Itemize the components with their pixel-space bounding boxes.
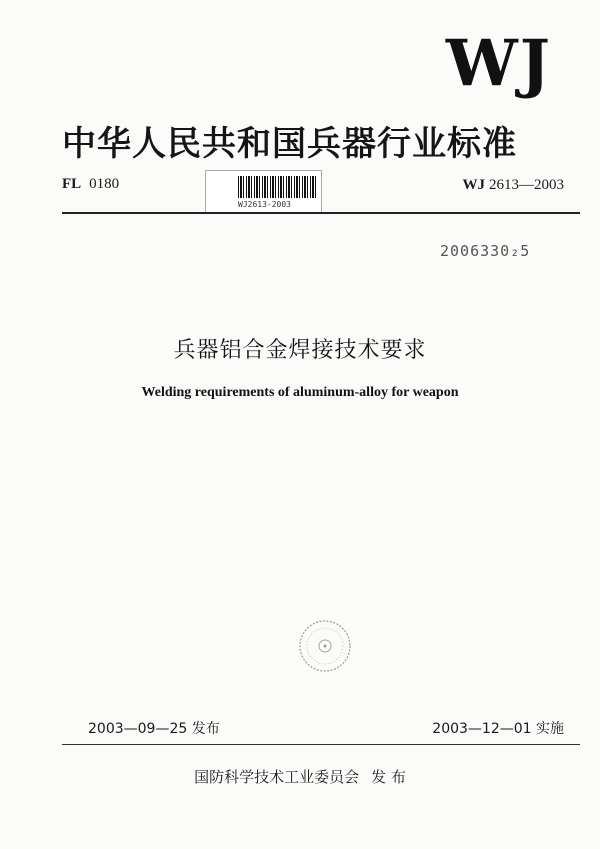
barcode-text: WJ2613-2003	[238, 200, 291, 209]
fl-classification	[62, 176, 119, 193]
standard-prefix: WJ	[462, 177, 485, 193]
standard-name: 中华人民共和国兵器行业标准	[62, 124, 517, 164]
fl-code: 0180	[89, 176, 120, 192]
publisher-name: 国防科学技术工业委员会	[194, 768, 360, 786]
stamp-number: 2006330₂5	[440, 242, 531, 260]
publisher-line	[0, 766, 600, 787]
footer-divider	[62, 744, 580, 745]
standard-number-value: 2613—2003	[489, 177, 564, 193]
barcode-icon	[238, 176, 316, 198]
header-divider	[62, 212, 580, 214]
publish-action: 发 布	[371, 768, 406, 786]
fl-label: FL	[62, 176, 82, 192]
issue-date: 2003—09—25 发布	[88, 721, 220, 737]
document-title-english: Welding requirements of aluminum-alloy for weapon	[141, 385, 459, 400]
seal-icon	[297, 618, 353, 674]
document-title-chinese: 兵器铝合金焊接技术要求	[173, 338, 427, 363]
implementation-date: 2003—12—01 实施	[432, 721, 564, 737]
wj-logo: WJ	[445, 26, 552, 101]
standard-number	[463, 177, 565, 194]
